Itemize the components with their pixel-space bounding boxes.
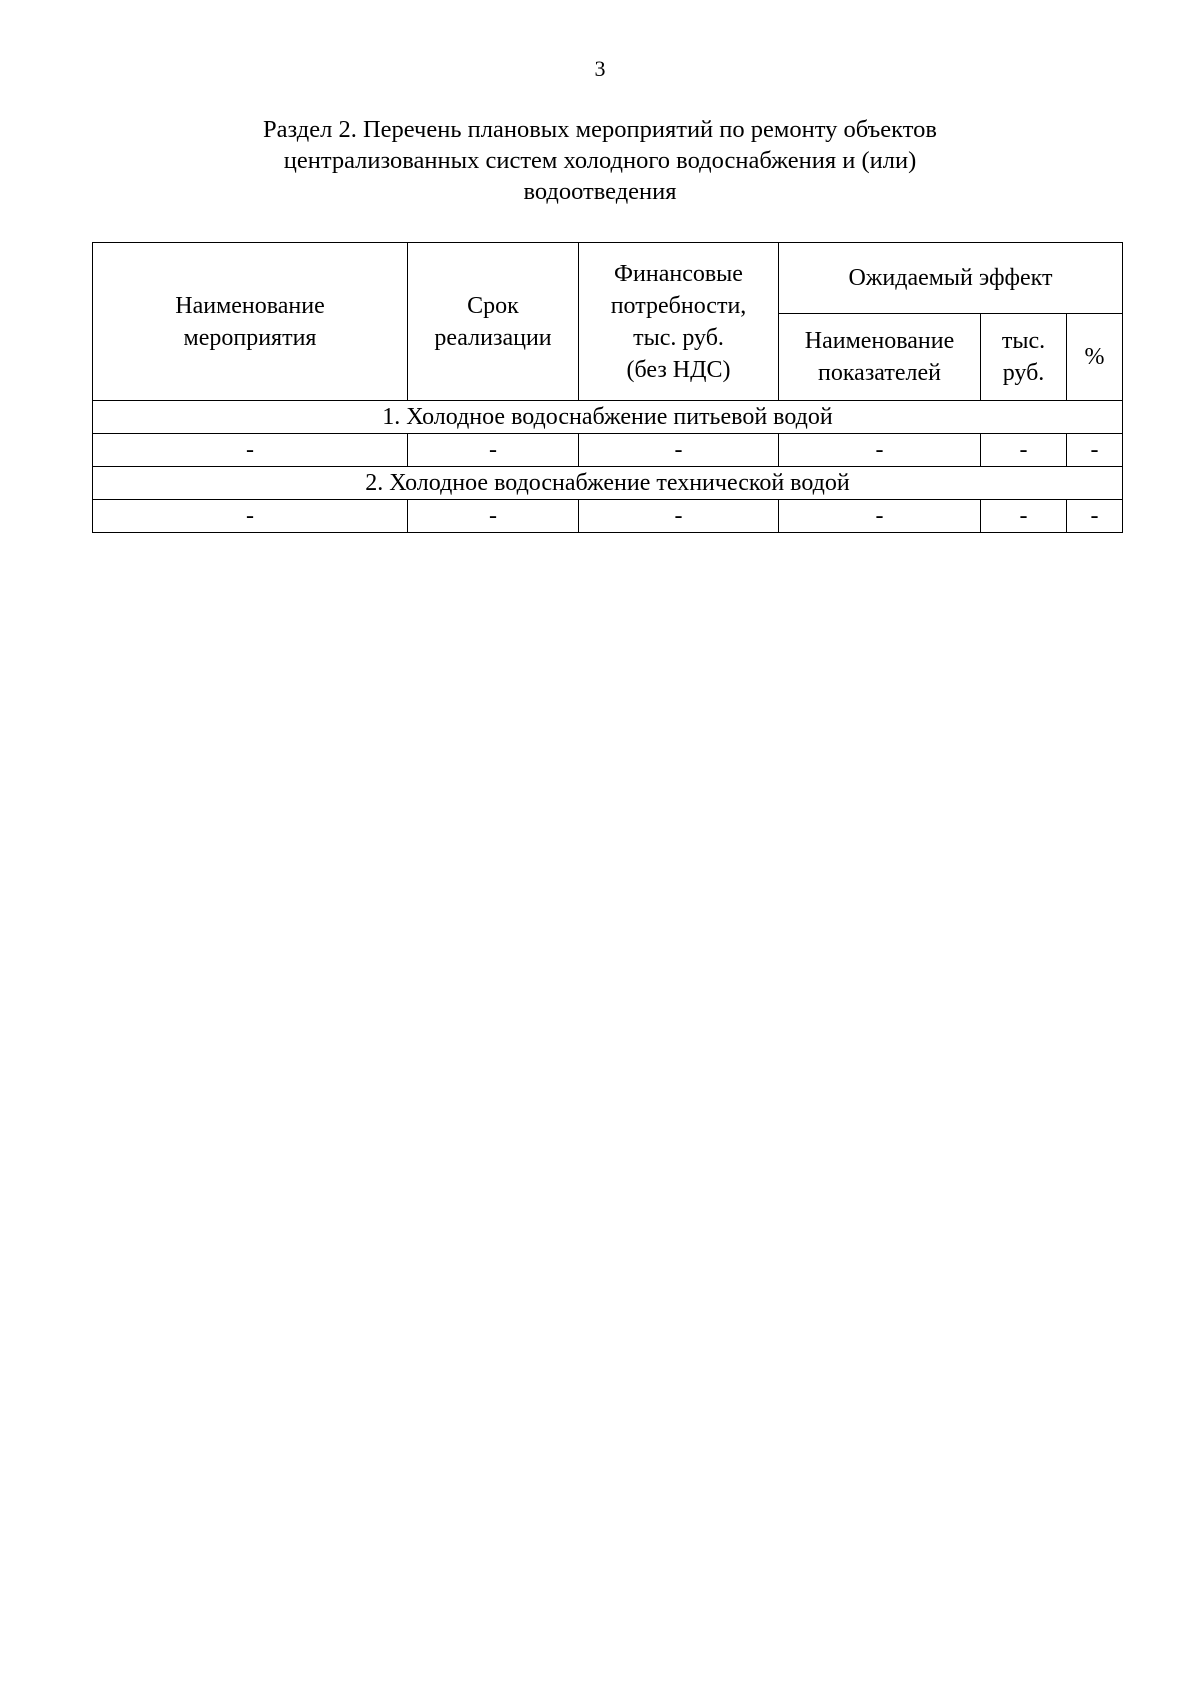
table-cell: -: [981, 500, 1067, 533]
header-term-line: реализации: [434, 324, 552, 351]
section-title-line: водоотведения: [523, 178, 677, 205]
header-thousand-rub: [981, 314, 1067, 401]
header-finance-line: (без НДС): [626, 356, 731, 383]
plan-table: [92, 242, 1123, 533]
header-expected-effect: Ожидаемый эффект: [779, 243, 1123, 314]
header-event-name-line: мероприятия: [183, 324, 317, 351]
table-cell: -: [779, 434, 981, 467]
group-title: 1. Холодное водоснабжение питьевой водой: [93, 401, 1123, 434]
header-finance: [579, 243, 779, 401]
section-title-line: централизованных систем холодного водоснабжения и (или): [283, 147, 917, 174]
header-percent: %: [1067, 314, 1123, 401]
section-title-line: Раздел 2. Перечень плановых мероприятий по ремонту объектов: [263, 116, 937, 143]
header-indicator-name-line: показателей: [818, 360, 941, 386]
header-finance-line: потребности,: [610, 292, 747, 319]
table-cell: -: [779, 500, 981, 533]
header-event-name-line: Наименование: [175, 292, 325, 319]
page-number: 3: [594, 56, 606, 81]
group-title: 2. Холодное водоснабжение технической водой: [93, 467, 1123, 500]
header-term-line: Срок: [467, 292, 519, 319]
header-indicator-name-line: Наименование: [804, 328, 955, 354]
table-cell: -: [93, 500, 408, 533]
table-row: [93, 500, 1123, 533]
table-cell: -: [1067, 500, 1123, 533]
header-term: [408, 243, 579, 401]
table-row: [93, 434, 1123, 467]
header-finance-line: Финансовые: [614, 260, 743, 287]
header-finance-line: тыс. руб.: [633, 324, 724, 351]
header-event-name: [93, 243, 408, 401]
table-cell: -: [1067, 434, 1123, 467]
header-thousand-rub-line: руб.: [1002, 360, 1045, 386]
table-cell: -: [93, 434, 408, 467]
table-cell: -: [981, 434, 1067, 467]
section-title: [150, 114, 1050, 207]
header-indicator-name: [779, 314, 981, 401]
table-cell: -: [408, 434, 579, 467]
table-cell: -: [579, 500, 779, 533]
header-thousand-rub-line: тыс.: [1001, 328, 1046, 354]
table-cell: -: [408, 500, 579, 533]
table-cell: -: [579, 434, 779, 467]
